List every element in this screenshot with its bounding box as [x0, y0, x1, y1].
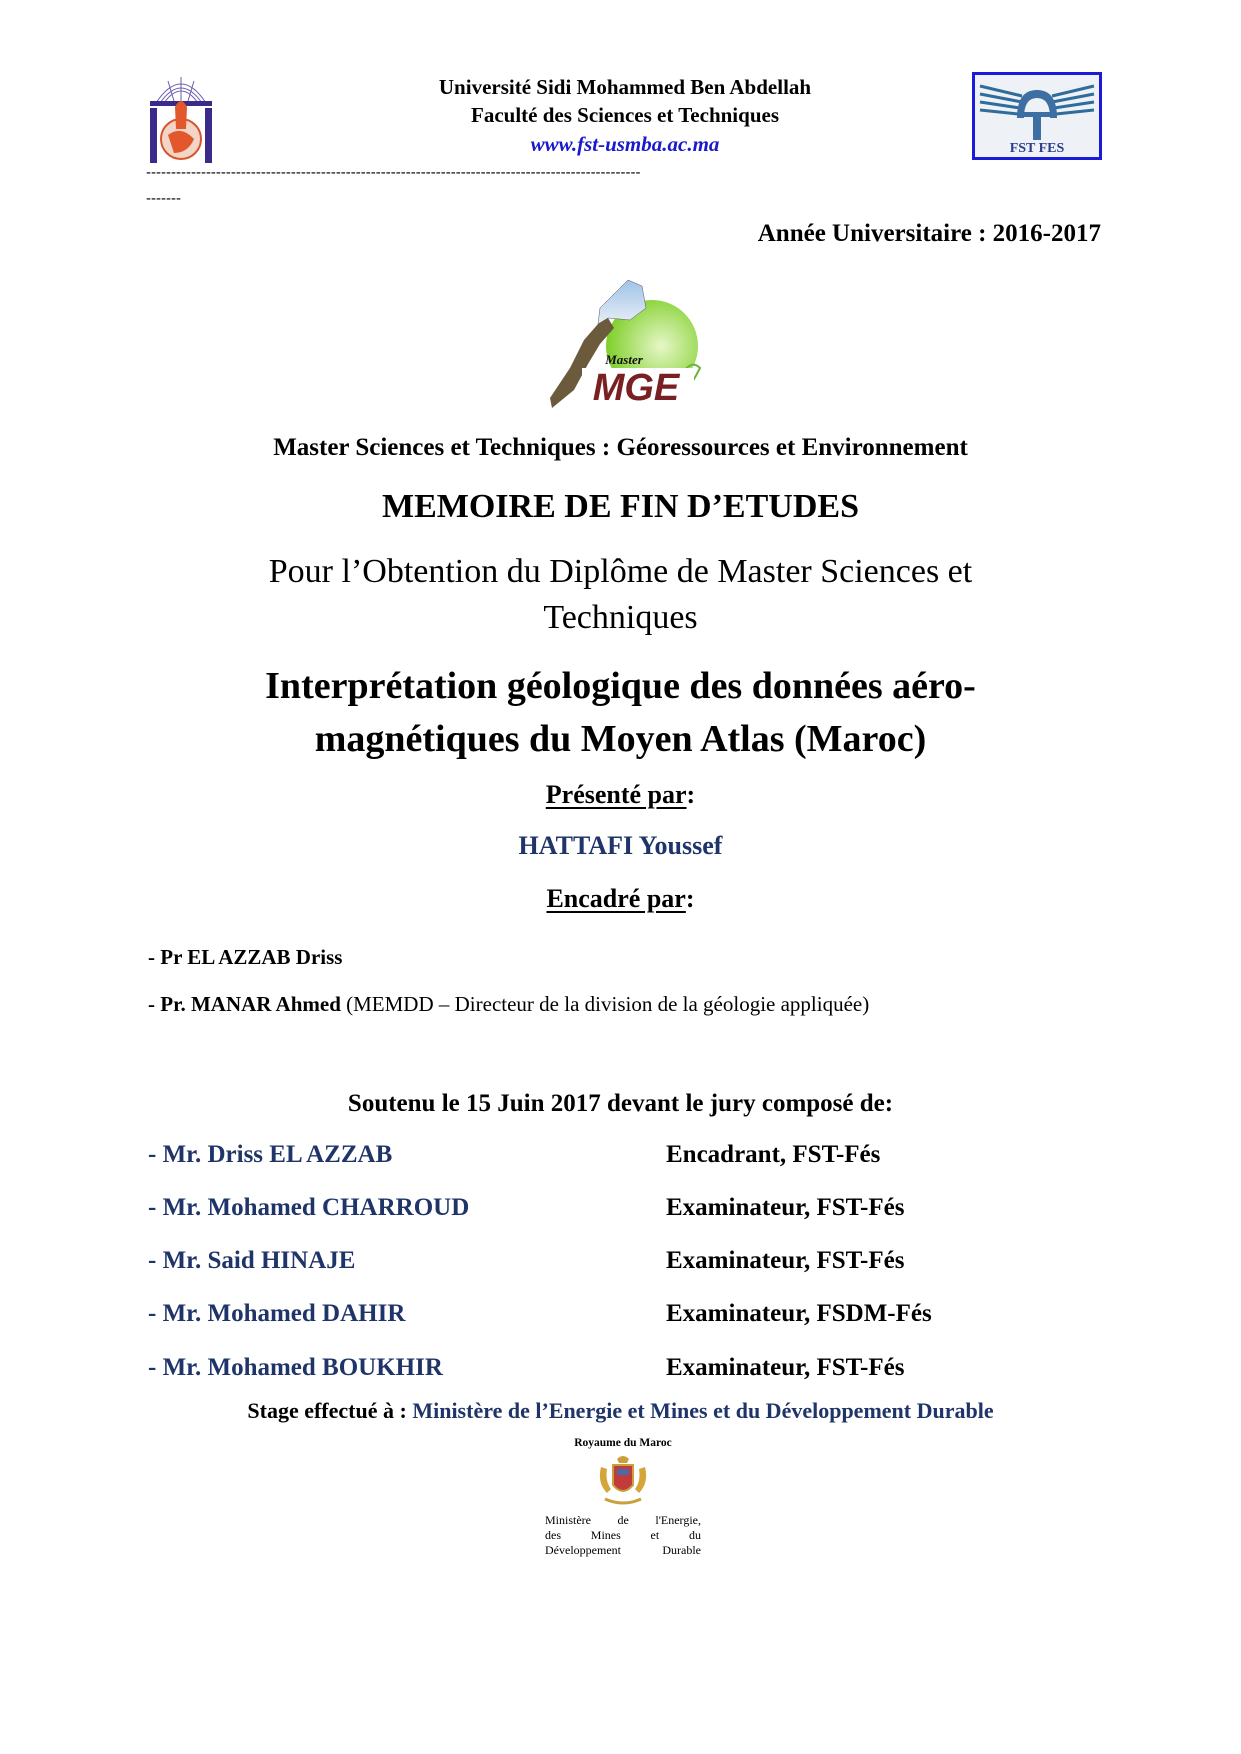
- jury-member-role: Encadrant, FST-Fés: [666, 1141, 881, 1168]
- presented-by-colon: :: [686, 780, 696, 809]
- jury-row: [148, 1247, 1098, 1281]
- ministry-name-line-1: Ministère de l'Energie,: [545, 1513, 701, 1527]
- internship-place: Ministère de l’Energie et Mines et du Développement Durable: [412, 1398, 994, 1423]
- jury-member-name: - Mr. Mohamed CHARROUD: [148, 1194, 470, 1221]
- jury-member-name: - Mr. Mohamed BOUKHIR: [148, 1354, 443, 1381]
- fst-fes-label: FST FES: [1009, 141, 1065, 156]
- kingdom-label: Royaume du Maroc: [574, 1437, 672, 1449]
- website-link[interactable]: www.fst-usmba.ac.ma: [530, 132, 720, 156]
- supervised-by-label: Encadré par: [546, 884, 686, 913]
- thesis-title: [0, 660, 1241, 766]
- supervised-by-colon: :: [685, 884, 695, 913]
- jury-member-role: Examinateur, FST-Fés: [666, 1354, 905, 1381]
- master-mge-logo: [530, 268, 720, 418]
- supervisor-item: [148, 945, 342, 970]
- jury-member-role: Examinateur, FST-Fés: [666, 1194, 905, 1221]
- separator-dashes-continuation: -------: [146, 190, 181, 207]
- supervised-by-heading: [0, 884, 1241, 914]
- supervisor-name: - Pr EL AZZAB Driss: [148, 945, 343, 969]
- jury-member-role: Examinateur, FST-Fés: [666, 1247, 905, 1274]
- thesis-title-line-2: magnétiques du Moyen Atlas (Maroc): [314, 718, 927, 760]
- thesis-title-line-1: Interprétation géologique des données aéro-: [265, 665, 976, 707]
- jury-row: [148, 1194, 1098, 1228]
- degree-purpose-line-1: Pour l’Obtention du Diplôme de Master Sciences et: [268, 553, 973, 590]
- defense-statement: Soutenu le 15 Juin 2017 devant le jury composé de:: [347, 1090, 894, 1117]
- document-type: MEMOIRE DE FIN D’ETUDES: [382, 488, 859, 525]
- jury-member-role: Examinateur, FSDM-Fés: [666, 1300, 932, 1327]
- supervisor-detail: (MEMDD – Directeur de la division de la géologie appliquée): [340, 992, 870, 1016]
- moroccan-coat-of-arms-icon: [593, 1453, 653, 1509]
- mge-big-label: MGE: [592, 367, 680, 409]
- mge-small-label: Master: [605, 352, 643, 367]
- jury-member-name: - Mr. Said HINAJE: [148, 1247, 356, 1274]
- ministry-name: [537, 1513, 709, 1558]
- ministry-name-line-3: Développement Durable: [545, 1543, 701, 1557]
- ministry-logo: [537, 1433, 709, 1573]
- fst-fes-logo: [972, 72, 1102, 160]
- program-name: Master Sciences et Techniques : Géoressources et Environnement: [273, 434, 968, 461]
- jury-row: [148, 1354, 1098, 1388]
- jury-member-name: - Mr. Driss EL AZZAB: [148, 1141, 393, 1168]
- separator-dashes: ---------------------------------------------------------------------------------------------------: [146, 164, 641, 181]
- internship-label: Stage effectué à :: [247, 1398, 413, 1423]
- jury-row: [148, 1141, 1098, 1175]
- degree-purpose: [0, 549, 1241, 641]
- ministry-name-line-2: des Mines et du: [545, 1528, 701, 1542]
- degree-purpose-line-2: Techniques: [543, 599, 698, 636]
- academic-year: Année Universitaire : 2016-2017: [757, 220, 1101, 247]
- presented-by-heading: [0, 780, 1241, 810]
- supervisor-item: [148, 992, 869, 1017]
- internship-statement: [0, 1398, 1241, 1424]
- jury-member-name: - Mr. Mohamed DAHIR: [148, 1300, 406, 1327]
- faculty-name: Faculté des Sciences et Techniques: [471, 103, 779, 127]
- presented-by-label: Présenté par: [545, 780, 687, 809]
- jury-row: [148, 1300, 1098, 1334]
- usmba-emblem-logo: [148, 73, 214, 165]
- university-name: Université Sidi Mohammed Ben Abdellah: [438, 75, 812, 99]
- supervisor-name: - Pr. MANAR Ahmed: [148, 992, 341, 1016]
- author-name: HATTAFI Youssef: [518, 831, 723, 860]
